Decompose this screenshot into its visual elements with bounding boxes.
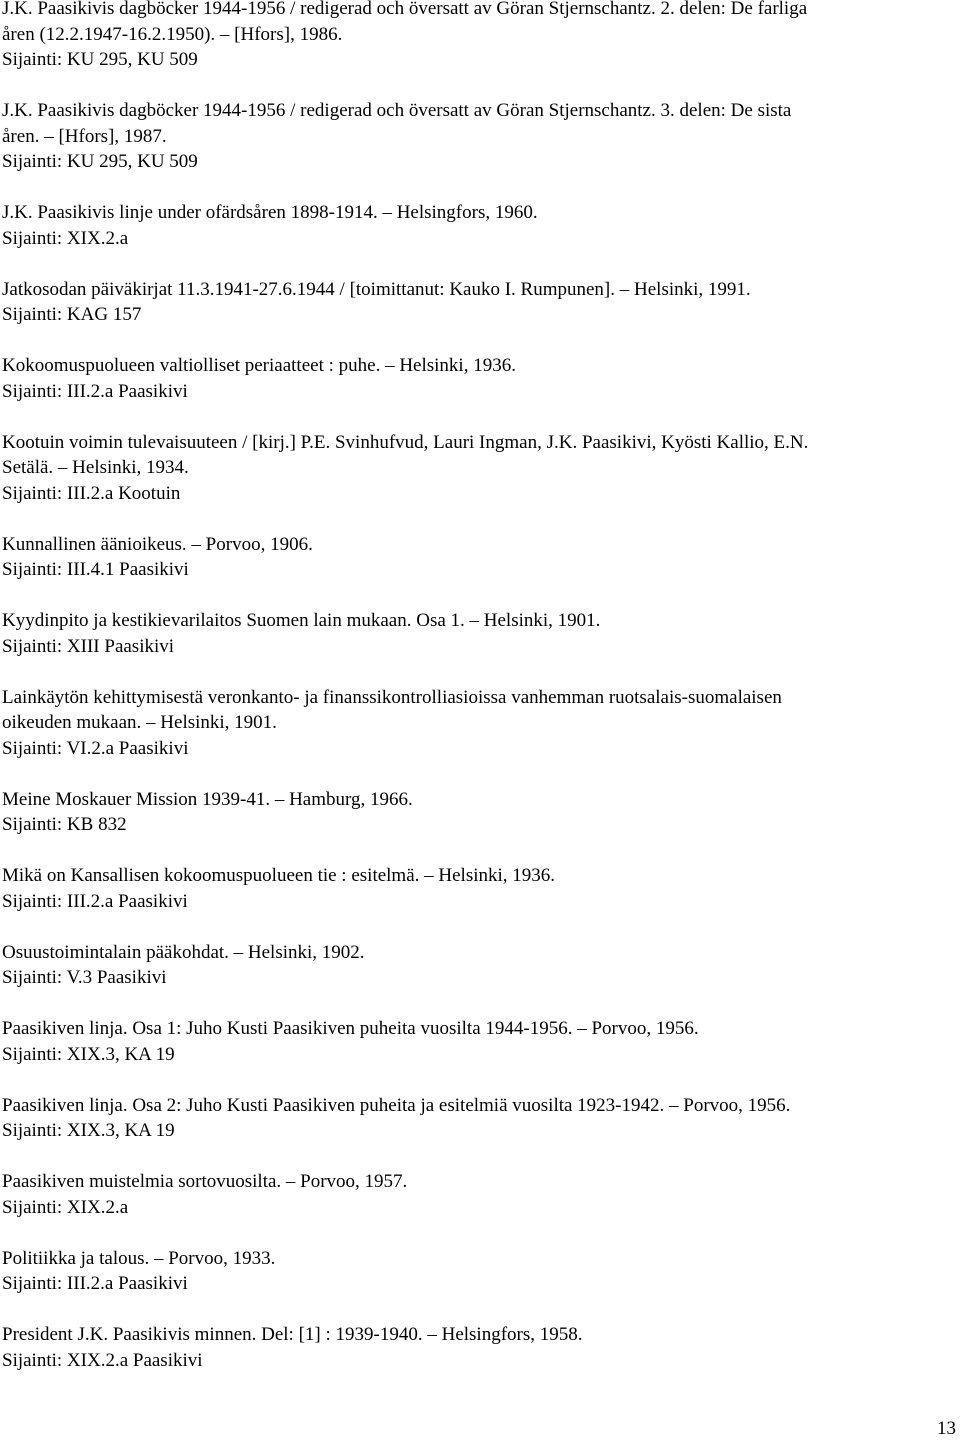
- entry-location: Sijainti: KU 295, KU 509: [2, 49, 198, 70]
- entry-title-line: oikeuden mukaan. – Helsinki, 1901.: [2, 712, 277, 733]
- bibliography-entry: [2, 1322, 952, 1373]
- entry-location: Sijainti: XIX.2.a: [2, 1196, 129, 1218]
- entry-location: Sijainti: V.3 Paasikivi: [2, 967, 167, 988]
- entry-title-line: Kyydinpito ja kestikievarilaitos Suomen lain mukaan. Osa 1. – Helsinki, 1901.: [2, 610, 601, 631]
- entry-title-line: Setälä. – Helsinki, 1934.: [2, 457, 189, 478]
- entry-location: Sijainti: KU 295, KU 509: [2, 151, 198, 172]
- bibliography-entry: [2, 608, 952, 659]
- entry-location: Sijainti: KAG 157: [2, 304, 142, 325]
- bibliography-entry: [2, 98, 952, 175]
- entry-location: Sijainti: III.2.a Paasikivi: [2, 380, 188, 402]
- entry-title-line: Politiikka ja talous. – Porvoo, 1933.: [2, 1247, 276, 1269]
- entry-title-line: J.K. Paasikivis dagböcker 1944-1956 / redigerad och översatt av Göran Stjernschantz. 3. delen: De sista: [2, 100, 792, 121]
- bibliography-entry: [2, 430, 952, 507]
- entry-title-line: Kokoomuspuolueen valtiolliset periaatteet : puhe. – Helsinki, 1936.: [2, 355, 516, 376]
- entry-title-line: President J.K. Paasikivis minnen. Del: [1] : 1939-1940. – Helsingfors, 1958.: [2, 1324, 583, 1345]
- bibliography-entry: [2, 353, 952, 404]
- entry-title-line: J.K. Paasikivis dagböcker 1944-1956 / redigerad och översatt av Göran Stjernschantz. 2. delen: De farliga: [2, 0, 808, 19]
- bibliography-entry: [2, 863, 952, 914]
- bibliography-entry: [2, 685, 952, 762]
- bibliography-entry: [2, 940, 952, 991]
- entry-location: Sijainti: XIX.2.a: [2, 227, 129, 249]
- entry-title-line: Mikä on Kansallisen kokoomuspuolueen tie : esitelmä. – Helsinki, 1936.: [2, 865, 556, 886]
- entry-title-line: åren (12.2.1947-16.2.1950). – [Hfors], 1986.: [2, 23, 343, 45]
- entry-location: Sijainti: KB 832: [2, 814, 127, 835]
- entry-title-line: J.K. Paasikivis linje under ofärdsåren 1898-1914. – Helsingfors, 1960.: [2, 202, 538, 223]
- entry-title-line: Kootuin voimin tulevaisuuteen / [kirj.] P.E. Svinhufvud, Lauri Ingman, J.K. Paasikivi, Kyösti Kallio, E.N.: [2, 431, 809, 453]
- entry-title-line: Meine Moskauer Mission 1939-41. – Hamburg, 1966.: [2, 788, 413, 810]
- page-number: 13: [937, 1418, 956, 1439]
- bibliography-entry: [2, 200, 952, 251]
- bibliography-entry: [2, 277, 952, 328]
- entry-location: Sijainti: XIX.3, KA 19: [2, 1120, 175, 1141]
- entry-location: Sijainti: III.4.1 Paasikivi: [2, 559, 189, 580]
- entry-location: Sijainti: XIII Paasikivi: [2, 635, 175, 657]
- bibliography-list: [2, 0, 952, 1399]
- entry-location: Sijainti: III.2.a Kootuin: [2, 482, 181, 504]
- bibliography-entry: [2, 0, 952, 73]
- entry-title-line: Paasikiven linja. Osa 1: Juho Kusti Paasikiven puheita vuosilta 1944-1956. – Porvoo, 1956.: [2, 1018, 699, 1039]
- bibliography-entry: [2, 1016, 952, 1067]
- bibliography-entry: [2, 532, 952, 583]
- entry-location: Sijainti: III.2.a Paasikivi: [2, 1273, 188, 1294]
- entry-title-line: Lainkäytön kehittymisestä veronkanto- ja finanssikontrolliasioissa vanhemman ruotsalais-suomalaisen: [2, 686, 782, 708]
- entry-location: Sijainti: VI.2.a Paasikivi: [2, 737, 189, 759]
- bibliography-entry: [2, 1246, 952, 1297]
- bibliography-entry: [2, 1169, 952, 1220]
- entry-title-line: Jatkosodan päiväkirjat 11.3.1941-27.6.1944 / [toimittanut: Kauko I. Rumpunen]. – Helsinki, 1991.: [2, 278, 751, 300]
- entry-location: Sijainti: XIX.3, KA 19: [2, 1043, 175, 1065]
- entry-location: Sijainti: III.2.a Paasikivi: [2, 890, 188, 912]
- bibliography-entry: [2, 1093, 952, 1144]
- bibliography-entry: [2, 787, 952, 838]
- entry-location: Sijainti: XIX.2.a Paasikivi: [2, 1349, 203, 1371]
- entry-title-line: Paasikiven linja. Osa 2: Juho Kusti Paasikiven puheita ja esitelmiä vuosilta 1923-1942. – Porvoo, 1956.: [2, 1094, 791, 1116]
- entry-title-line: åren. – [Hfors], 1987.: [2, 125, 167, 147]
- entry-title-line: Kunnallinen äänioikeus. – Porvoo, 1906.: [2, 533, 313, 555]
- entry-title-line: Paasikiven muistelmia sortovuosilta. – Porvoo, 1957.: [2, 1171, 408, 1192]
- entry-title-line: Osuustoimintalain pääkohdat. – Helsinki, 1902.: [2, 941, 365, 963]
